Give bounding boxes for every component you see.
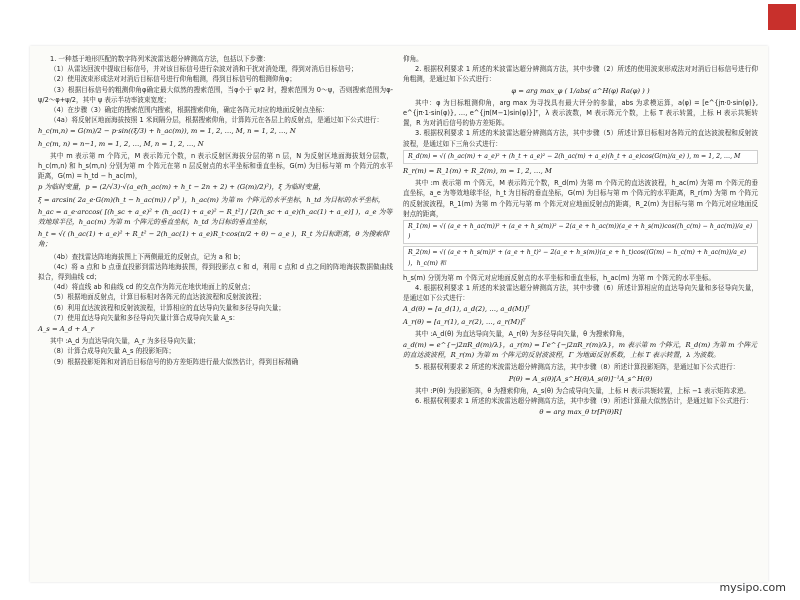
accent-bar (768, 4, 796, 30)
paragraph: 5. 根据权利要求 2 所述的米波雷达超分辨测高方法，其中步骤（8）所述计算投影矩阵，是通过如下公式进行： (415, 363, 740, 372)
formula: h_c(m,n) = G(m)/2 − p·sin((ξ/3) + h_ac(m)), m = 1, 2, …, M, n = 1, 2, …, N (38, 127, 296, 136)
formula: h_t = √( (h_ac(1) + a_e)² + R_t² − 2(h_ac(1) + a_e)R_t·cos(π/2 + θ) − a_e )，R_t 为目标距离，θ 为搜索仰角； (38, 230, 389, 249)
paragraph: （4a）将反射区地面海拔按照 1 米间隔分层，根据搜索仰角，计算阵元在各层上的反射点，是通过如下公式进行： (50, 116, 384, 125)
watermark: mysipo.com (719, 581, 786, 594)
formula: h_ac = a_e·arccos( [(h_sc + a_e)² + (h_ac(1) + a_e)² − R_t²] / [2(h_sc + a_e)(h_ac(1) + a_e)] )，a_e 为等效地球半径，h_ac(m) 为第 m 个阵元的垂直坐标，h_td 为目标的垂直坐标， (38, 207, 393, 227)
formula: φ = arg max_φ ( 1/abs( a^H(φ) Ra(φ) ) ) (511, 86, 650, 95)
paragraph: h_s(m) 分别为第 m 个阵元对应地面反射点的水平坐标和垂直坐标，h_ac(m) 为第 m 个阵元的水平坐标。 (403, 273, 715, 282)
paragraph: （2）使用波束形成法对对消后目标信号进行仰角粗测，得到目标信号的粗测仰角φ； (50, 75, 296, 84)
right-column (403, 54, 758, 420)
formula: R_2(m) = √( (a_e + h_s(m))² + (a_e + h_t)² − 2(a_e + h_s(m))(a_e + h_t)cos((G(m) − h_c(m) + h_ac(m))/a_e) )，h_c(m) 和 (403, 246, 758, 270)
formula: P(θ) = A_s(θ)[A_s^H(θ)A_s(θ)]⁻¹A_s^H(θ) (508, 374, 653, 383)
paragraph: （6）利用直达波波程和反射波波程，计算相应的直达导向矢量和多径导向矢量； (50, 303, 285, 312)
paragraph: 其中 :A_d(θ) 为直达导向矢量，A_r(θ) 为多径导向矢量，θ 为搜索仰角， (415, 329, 629, 338)
formula: A_d(θ) = [a_d(1), a_d(2), …, a_d(M)]ᵀ (403, 305, 530, 314)
paragraph: 其中 :A_d 为直达导向矢量，A_r 为多径导向矢量； (50, 337, 200, 346)
left-column (38, 54, 393, 367)
formula: ξ = arcsin( 2a_e·G(m)(h_t − h_ac(m)) / p³ )，h_ac(m) 为第 m 个阵元的水平坐标，h_td 为目标的水平坐标， (38, 195, 385, 204)
formula: θ = arg max_θ tr[P(θ)R] (539, 408, 622, 417)
paragraph: （4）在步骤（3）确定的搜索范围内搜索，根据搜索仰角，确定各阵元对应的地面反射点坐标： (50, 106, 329, 115)
paragraph: 1. 一种基于地形匹配的数字阵列米波雷达超分辨测高方法，包括以下步骤： (50, 55, 270, 63)
paragraph: 6. 根据权利要求 1 所述的米波雷达超分辨测高方法，其中步骤（9）所述计算最大似然估计，是通过如下公式进行： (415, 397, 753, 406)
formula: R_1(m) = √( (a_e + h_ac(m))² + (a_e + h_s(m))² − 2(a_e + h_ac(m))(a_e + h_s(m))cos((h_c(m) − h_ac(m))/a_e) ) (403, 220, 758, 244)
paragraph: 仰角。 (403, 55, 423, 63)
paragraph: （9）根据投影矩阵和对消后目标信号的协方差矩阵进行最大似然估计，得到目标精确 (50, 357, 299, 366)
paragraph: （1）从雷达回波中提取目标信号，并对该目标信号进行杂波对消和干扰对消处理，得到对消后目标信号； (50, 65, 358, 74)
paragraph: （3）根据目标信号的粗测仰角φ确定最大似然的搜索范围，当φ小于 ψ/2 时，搜索范围为 0～ψ，否则搜索范围为φ-ψ/2～φ+ψ/2，其中 ψ 表示半功率波束宽度； (38, 85, 393, 104)
formula: a_d(m) = e^{−j2πR_d(m)/λ}，a_r(m) = Γe^{−j2πR_r(m)/λ}，m 表示第 m 个阵元，R_d(m) 为第 m 个阵元的直达波波程，R_r(m) 为第 m 个阵元的反射波波程，Γ 为地面反射系数，上标 T 表示转置，λ 为波数。 (403, 341, 758, 360)
patent-claims-page (30, 46, 768, 582)
formula: h_c(m, n) = n−1, m = 1, 2, …, M, n = 1, 2, …, N (38, 139, 204, 148)
paragraph: 其中：φ 为目标粗测仰角，arg max 为寻找具有最大评分的参量，abs 为求模运算，a(φ) = [e^{jπ·0·sin(φ)}, e^{jπ·1·sin(φ)}, …, e^{jπ(M−1)sin(φ)}]ᵀ，λ 表示波数，M 表示阵元个数，上标 T 表示转置，上标 H 表示共轭转置，R 为对消后信号的协方差矩阵。 (403, 98, 758, 128)
formula: R_d(m) = √( (h_ac(m) + a_e)² + (h_t + a_e)² − 2(h_ac(m) + a_e)(h_t + a_e)cos(G(m)/a_e) ), m = 1, 2, …, M (403, 150, 758, 164)
formula: p 为临时变量，p = (2/√3)·√(a_e(h_ac(m) + h_t − 2n + 2) + (G(m)/2)²)，ξ 为临时变量， (38, 183, 326, 192)
paragraph: （4b）查找雷达阵地海拔图上下两侧最近的反射点，记为 a 和 b； (50, 252, 245, 261)
paragraph: 其中 :m 表示第 m 个阵元，M 表示阵元个数，R_d(m) 为第 m 个阵元的直达波波程，h_ac(m) 为第 m 个阵元的垂直坐标，a_e 为等效地球半径，h_t 为目标的垂直坐标，G(m) 为目标与第 m 个阵元的水平距离，R_r(m) 为第 m 个阵元的反射波波程，R_1(m) 为第 m 个阵元与第 m 个阵元对应地面反射点的距离，R_2(m) 为目标与第 m 个阵元对应地面反射点的距离， (403, 179, 758, 218)
paragraph: （8）计算合成导向矢量 A_s 的投影矩阵； (50, 347, 176, 356)
paragraph: 3. 根据权利要求 1 所述的米波雷达超分辨测高方法，其中步骤（5）所述计算目标相对各阵元的直达波波程和反射波波程，是通过如下三角公式进行： (403, 129, 758, 148)
paragraph: 4. 根据权利要求 1 所述的米波雷达超分辨测高方法，其中步骤（6）所述计算相应的直达导向矢量和多径导向矢量，是通过如下公式进行： (403, 284, 758, 303)
paragraph: （4c）将 a 点和 b 点垂直投影到雷达阵地海拔图，得到投影点 c 和 d，利用 c 点和 d 点之间的阵地海拔数据做曲线拟合，得到曲线 cd； (38, 262, 393, 282)
paragraph: （4d）将直线 ab 和曲线 cd 的交点作为阵元在地伏地面上的反射点； (50, 283, 255, 292)
paragraph: 其中 :P(θ) 为投影矩阵，θ 为搜索仰角，A_s(θ) 为合成导向矢量，上标 H 表示共轭转置，上标 −1 表示矩阵求逆。 (415, 386, 751, 395)
formula: A_s = A_d + A_r (38, 325, 95, 334)
paragraph: （5）根据地面反射点，计算目标相对各阵元的直达波波程和反射波波程； (50, 293, 266, 302)
paragraph: 其中 m 表示第 m 个阵元，M 表示阵元个数，n 表示反射区海拔分层的第 n 层，N 为反射区地面海拔划分层数，h_c(m,n) 和 h_s(m,n) 分别为第 m 个阵元在第 n 层反射点的水平坐标和垂直坐标，G(m) 为目标与第 m 个阵元的水平距离，G(m) = h_td − h_ac(m)， (38, 151, 393, 181)
paragraph: 2. 根据权利要求 1 所述的米波雷达超分辨测高方法，其中步骤（2）所述的使用波束形成法对对消后目标信号进行仰角粗测，是通过如下公式进行： (403, 65, 758, 84)
paragraph: （7）使用直达导向矢量和多径导向矢量计算合成导向矢量 A_s： (50, 313, 239, 322)
formula: A_r(θ) = [a_r(1), a_r(2), …, a_r(M)]ᵀ (403, 317, 526, 326)
formula: R_r(m) = R_1(m) + R_2(m), m = 1, 2, …, M (403, 167, 552, 176)
